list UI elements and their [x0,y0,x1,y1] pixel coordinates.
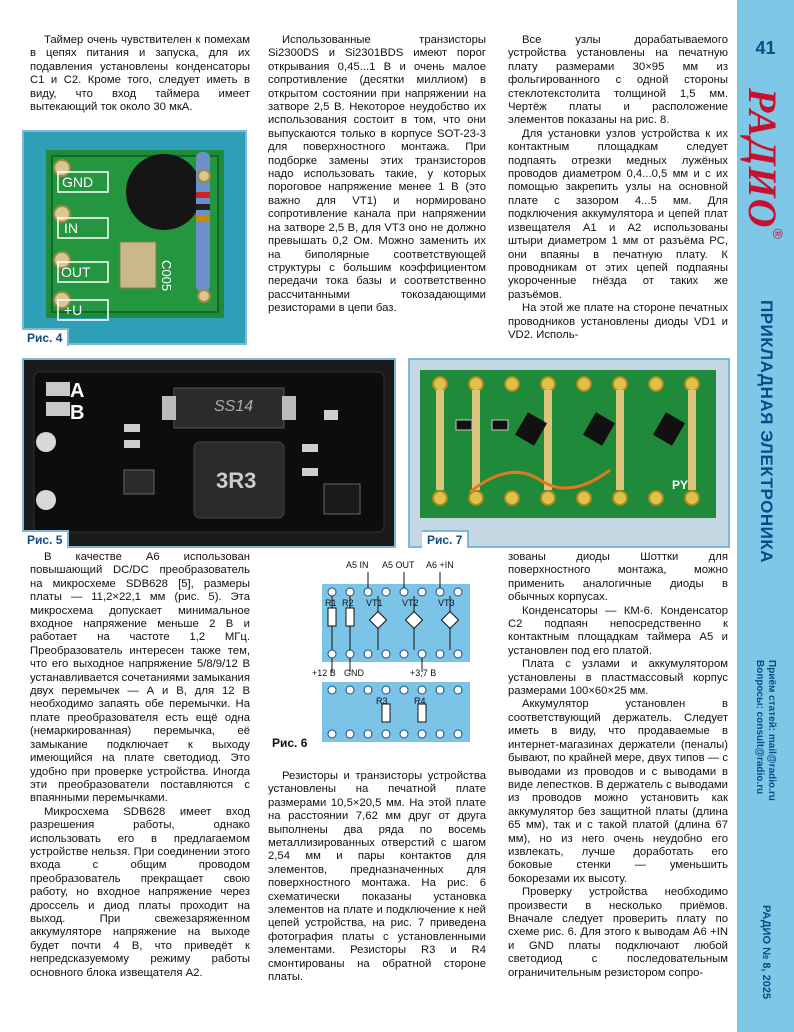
fig6-r1-label: R1 [325,598,337,608]
fig7-caption: Рис. 7 [422,530,469,548]
paragraph: Использованные транзисторы Si2300DS и Si2301BDS имеют порог открывания 0,45...1 В и очень малое сопротивление (десятки миллиом) в открытом состоянии при напряжении на затворе 2,5 В. Некоторое неудобство их использования состоит в том, что они выпускаются только в корпусе SOT-23-3 для поверхностного монтажа. При подборке замены этих транзисторов надо использовать такие, у которых пороговое напряжение менее 1 В (это важно для VT1) и нормировано сопротивление канала при напряжении на затворе 2,5 В, для VT3 оно не должно превышать 0,2 Ом. Можно заменить их на биполярные соответствующей структуры с большим коэффициентом передачи тока базы и соответственно рассчитанными токозадающими резисторами в цепи баз. [268,34,486,315]
contact-questions: Вопросы: consult@radio.ru [754,660,765,795]
paragraph: Плата с узлами и аккумулятором установлены в пластмассовый корпус размерами 100×60×25 мм. [508,658,728,698]
fig6-r3-label: R3 [376,696,388,706]
paragraph: зованы диоды Шоттки для поверхностного монтажа, можно применить аналогичные диоды в обычных корпусах. [508,551,728,604]
fig6-p12-label: +12 В [312,668,336,678]
fig5-chip-label: SS14 [214,398,254,415]
paragraph: Таймер очень чувствителен к помехам в цепях питания и запуска, для их подавления установлены конденсаторы С1 и С2. Кроме того, следует иметь в виду, что вход таймера имеет вытекающий ток около 30 мкА. [30,34,250,114]
fig6-a5in-label: A5 IN [346,560,369,570]
fig4-plus-u-label: +U [64,302,83,318]
logo-registered-mark: ® [770,228,786,239]
fig5-a-label: A [70,380,85,402]
fig4-out-label: OUT [61,264,91,280]
col1-bottom-text [30,551,250,980]
paragraph: Микросхема SDB628 имеет вход разрешения работы, однако использовать его в предлагаемом устройстве нельзя. При соединении этого входа с общим проводом преобразователь прекращает свою работу, но входное напряжение через дроссель и диод платы проходит на выход. При свежезаряженном аккумуляторе напряжение на выходе будет почти 4 В, что приведёт к непредсказуемому режиму работы основного блока извещателя А2. [30,805,250,979]
col3-bottom-text [508,551,728,980]
fig6-p37-label: +3,7 В [410,668,437,678]
fig5-b-label: B [70,402,85,424]
fig6-schematic [268,556,490,752]
col3-top-text [508,34,728,342]
paragraph: На этой же плате на стороне печатных проводников установлены диоды VD1 и VD2. Исполь- [508,302,728,341]
fig5-photo [22,358,396,548]
issue-label: РАДИО № 8, 2025 [760,905,772,1000]
col2-bottom-text [268,770,486,985]
fig4-photo [22,130,247,345]
fig7-photo [408,358,730,548]
fig6-a6in-label: A6 +IN [426,560,454,570]
fig6-caption: Рис. 6 [272,736,308,750]
right-band [737,0,794,1032]
fig6-r4-label: R4 [414,696,426,706]
fig6-r2-label: R2 [342,598,354,608]
logo-text: РАДИО [740,88,785,229]
fig4-in-label: IN [64,220,78,236]
fig6-vt2-label: VT2 [402,598,419,608]
paragraph: Проверку устройства необходимо произвести в несколько приёмов. Вначале следует проверить плату по схеме рис. 6. Для этого к выводам А6 +IN и GND платы подключают любой светодиод с последовательным ограничительным резистором сопро- [508,886,728,979]
timer-board-image [24,132,245,343]
paragraph: Конденсаторы — КМ-6. Конденсатор С2 подпаян непосредственно к контактным площадкам таймера А5 и установлен под его платой. [508,604,728,657]
fig4-caption: Рис. 4 [22,328,69,346]
fig7-py-label: PY [672,478,689,492]
paragraph: Для установки узлов устройства к их контактным площадкам следует подпаять отрезки медных лужёных проводов диаметром 0,4...0,5 мм и с их помощью закрепить узлы на основной плате с зазором 4...5 мм. Для подключения аккумулятора и цепей плат извещателя А1 и А2 использованы штыри диаметром 1 мм от разъёма РС, они впаяны в печатную плату. К проводникам от этих цепей подпаяны укороченные гнёзда от таких же разъёмов. [508,127,728,301]
contact-info [753,660,777,801]
fig5-inductor-label: 3R3 [216,468,257,493]
fig6-diagram [268,556,490,752]
fig4-gnd-label: GND [62,174,94,190]
col1-top-text [30,34,250,114]
fig5-caption: Рис. 5 [22,530,69,548]
fig6-vt1-label: VT1 [366,598,383,608]
fig4-code-label: C005 [159,260,174,292]
page-number: 41 [755,38,776,58]
section-title: ПРИКЛАДНАЯ ЭЛЕКТРОНИКА [757,300,776,563]
col2-top-text [268,34,486,316]
paragraph: Все узлы дорабатываемого устройства установлены на печатную плату размерами 30×95 мм из фольгированного с одной стороны стеклотекстолита толщиной 1,5 мм. Чертёж платы и расположение элементов показаны на рис. 8. [508,34,728,127]
contact-articles: Приём статей: mail@radio.ru [766,660,777,801]
fig6-a5out-label: A5 OUT [382,560,415,570]
fig6-vt3-label: VT3 [438,598,455,608]
magazine-logo [739,88,786,239]
paragraph: В качестве А6 использован повышающий DC/DC преобразователь на микросхеме SDB628 [5], размеры платы — 11,2×22,1 мм (рис. 5). Эта микросхема допускает минимальное входное напряжение меньше 2 В и работает на частоте 1,2 МГц. Преобразователь интересен также тем, что его выходное напряжение 5/8/9/12 В устанавливается сочетаниями замыкания двух перемычек — А и В, для 12 В необходимо запаять обе перемычки. На плате преобразователя есть ещё одна (немаркированная) перемычка, её замыкание подключает к выходу имеющийся на плате светодиод. Это удобно при проверке устройства. Иногда эти преобразователи поставляются с впаянными перемычками. [30,551,250,805]
paragraph: Резисторы и транзисторы устройства установлены на печатной плате размерами 10,5×20,5 мм. На этой плате на расстоянии 7,62 мм друг от друга выполнены два ряда по восемь металлизированных отверстий с шагом 2,54 мм и пары контактов для элементов, предназначенных для поверхностного монтажа. На рис. 6 схематически показаны установка элементов на плате и подключение к ней цепей устройства, на рис. 7 приведена фотография платы с установленными элементами. Резисторы R3 и R4 смонтированы на обратной стороне платы. [268,770,486,984]
paragraph: Аккумулятор установлен в соответствующий держатель. Следует иметь в виду, что продаваемые в интернет-магазинах держатели (пеналы) бывают, по крайней мере, двух типов — с выводами из проводов и с выводами в виде лепестков. В держатель с выводами из проводов можно установить как аккумулятор без защитной платы (длина 65 мм), так и с такой платой (длина 67 мм), но из него очень неудобно его извлекать, лучше доработать его боковые стенки — уменьшить бокорезами их высоту. [508,698,728,885]
transistor-board-image [410,360,728,546]
fig6-gnd-label: GND [344,668,364,678]
